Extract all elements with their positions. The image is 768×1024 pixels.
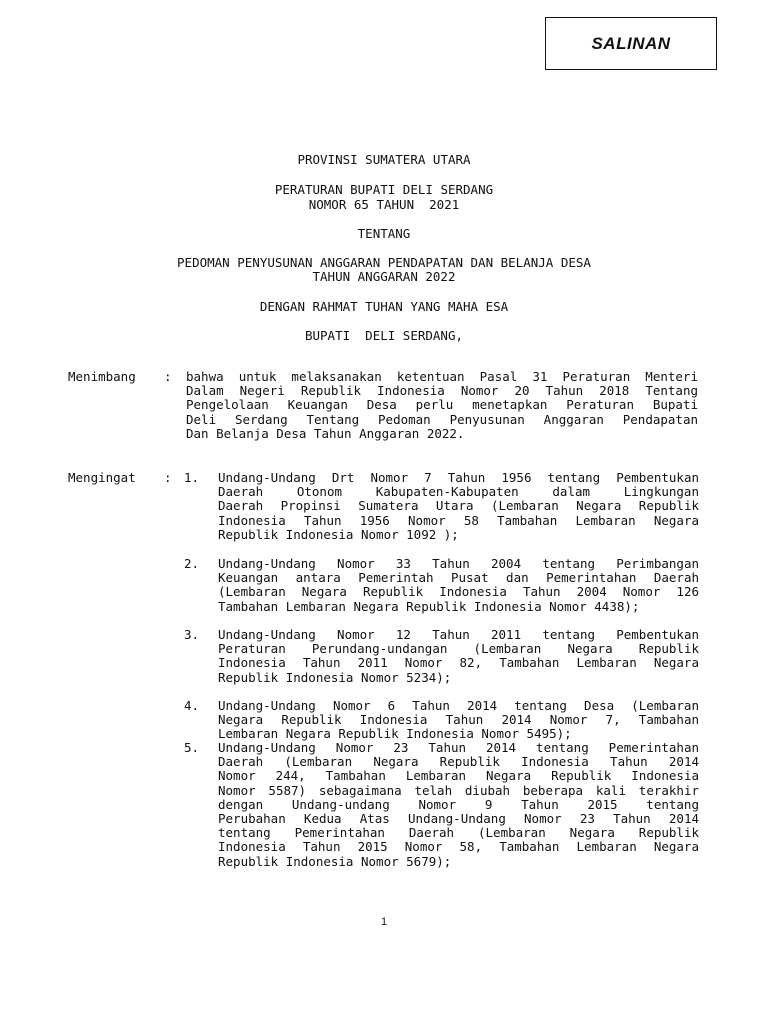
menimbang-colon: : [164,369,172,384]
menimbang-text [186,370,698,441]
item-line: Daerah Propinsi Sumatera Utara (Lembaran Negara Republik [218,499,699,514]
issuer-line: BUPATI DELI SERDANG, [304,328,464,343]
item-line: Undang-Undang Nomor 23 Tahun 2014 tentang Pemerintahan [218,741,699,755]
item-line: Keuangan antara Pemerintah Pusat dan Pemerintahan Daerah [218,571,699,586]
item-line: Daerah (Lembaran Negara Republik Indonesia Tahun 2014 [218,755,699,770]
item-line: Negara Republik Indonesia Tahun 2014 Nomor 7, Tambahan [218,713,699,728]
item-number: 5. [184,740,200,755]
regulation-number: NOMOR 65 TAHUN 2021 [308,197,460,212]
mengingat-item-5 [218,741,699,869]
item-line: Tambahan Lembaran Negara Republik Indonesia Nomor 4438); [218,599,640,614]
item-line: Nomor 5587) sebagaimana telah diubah beberapa kali terakhir [218,783,699,798]
menimbang-line: Dalam Negeri Republik Indonesia Nomor 20 Tahun 2018 Tentang [186,384,698,399]
item-line: Lembaran Negara Republik Indonesia Nomor 5495); [218,727,572,742]
item-line: Undang-Undang Nomor 6 Tahun 2014 tentang Desa (Lembaran [218,699,699,713]
item-line: Undang-Undang Nomor 12 Tahun 2011 tentang Pembentukan [218,628,699,642]
item-line: Indonesia Tahun 2015 Nomor 58, Tambahan Lembaran Negara [218,840,699,855]
item-line: Daerah Otonom Kabupaten-Kabupaten dalam Lingkungan [218,485,699,500]
item-line: tentang Pemerintahan Daerah (Lembaran Negara Republik [218,826,699,841]
item-number: 4. [184,698,200,713]
item-number: 1. [184,470,200,485]
item-line: Republik Indonesia Nomor 5679); [218,854,452,869]
menimbang-line: bahwa untuk melaksanakan ketentuan Pasal 31 Peraturan Menteri [186,370,698,384]
item-line: Nomor 244, Tambahan Lembaran Negara Republik Indonesia [218,769,699,784]
subject-line-2: TAHUN ANGGARAN 2022 [312,269,456,284]
province-heading: PROVINSI SUMATERA UTARA [297,152,471,167]
item-line: Indonesia Tahun 1956 Nomor 58 Tambahan Lembaran Negara [218,513,699,528]
item-line: Undang-Undang Drt Nomor 7 Tahun 1956 tentang Pembentukan [218,471,699,485]
subject-line-1: PEDOMAN PENYUSUNAN ANGGARAN PENDAPATAN DAN BELANJA DESA [177,255,591,270]
item-line: Peraturan Perundang-undangan (Lembaran Negara Republik [218,642,699,657]
mengingat-label: Mengingat [68,470,136,485]
item-number: 3. [184,627,200,642]
menimbang-line: Deli Serdang Tentang Pedoman Penyusunan Anggaran Pendapatan [186,412,698,427]
mengingat-item-2 [218,557,699,614]
item-number: 2. [184,556,200,571]
page-number: 1 [380,916,388,928]
mengingat-item-1 [218,471,699,542]
mengingat-colon: : [164,470,172,485]
blessing-line: DENGAN RAHMAT TUHAN YANG MAHA ESA [259,299,509,314]
item-line: Undang-Undang Nomor 33 Tahun 2004 tentang Perimbangan [218,557,699,571]
mengingat-item-3 [218,628,699,685]
mengingat-item-4 [218,699,699,742]
salinan-stamp: SALINAN [545,17,717,70]
menimbang-label: Menimbang [68,369,136,384]
item-line: (Lembaran Negara Republik Indonesia Tahun 2004 Nomor 126 [218,585,699,600]
item-line: Republik Indonesia Nomor 5234); [218,670,452,685]
regulation-title: PERATURAN BUPATI DELI SERDANG [274,182,494,197]
menimbang-line: Pengelolaan Keuangan Desa perlu menetapkan Peraturan Bupati [186,398,698,413]
about-heading: TENTANG [357,226,411,241]
item-line: dengan Undang-undang Nomor 9 Tahun 2015 tentang [218,797,699,812]
item-line: Perubahan Kedua Atas Undang-Undang Nomor 23 Tahun 2014 [218,812,699,827]
item-line: Republik Indonesia Nomor 1092 ); [218,527,459,542]
menimbang-line: Dan Belanja Desa Tahun Anggaran 2022. [186,426,465,441]
item-line: Indonesia Tahun 2011 Nomor 82, Tambahan Lembaran Negara [218,656,699,671]
